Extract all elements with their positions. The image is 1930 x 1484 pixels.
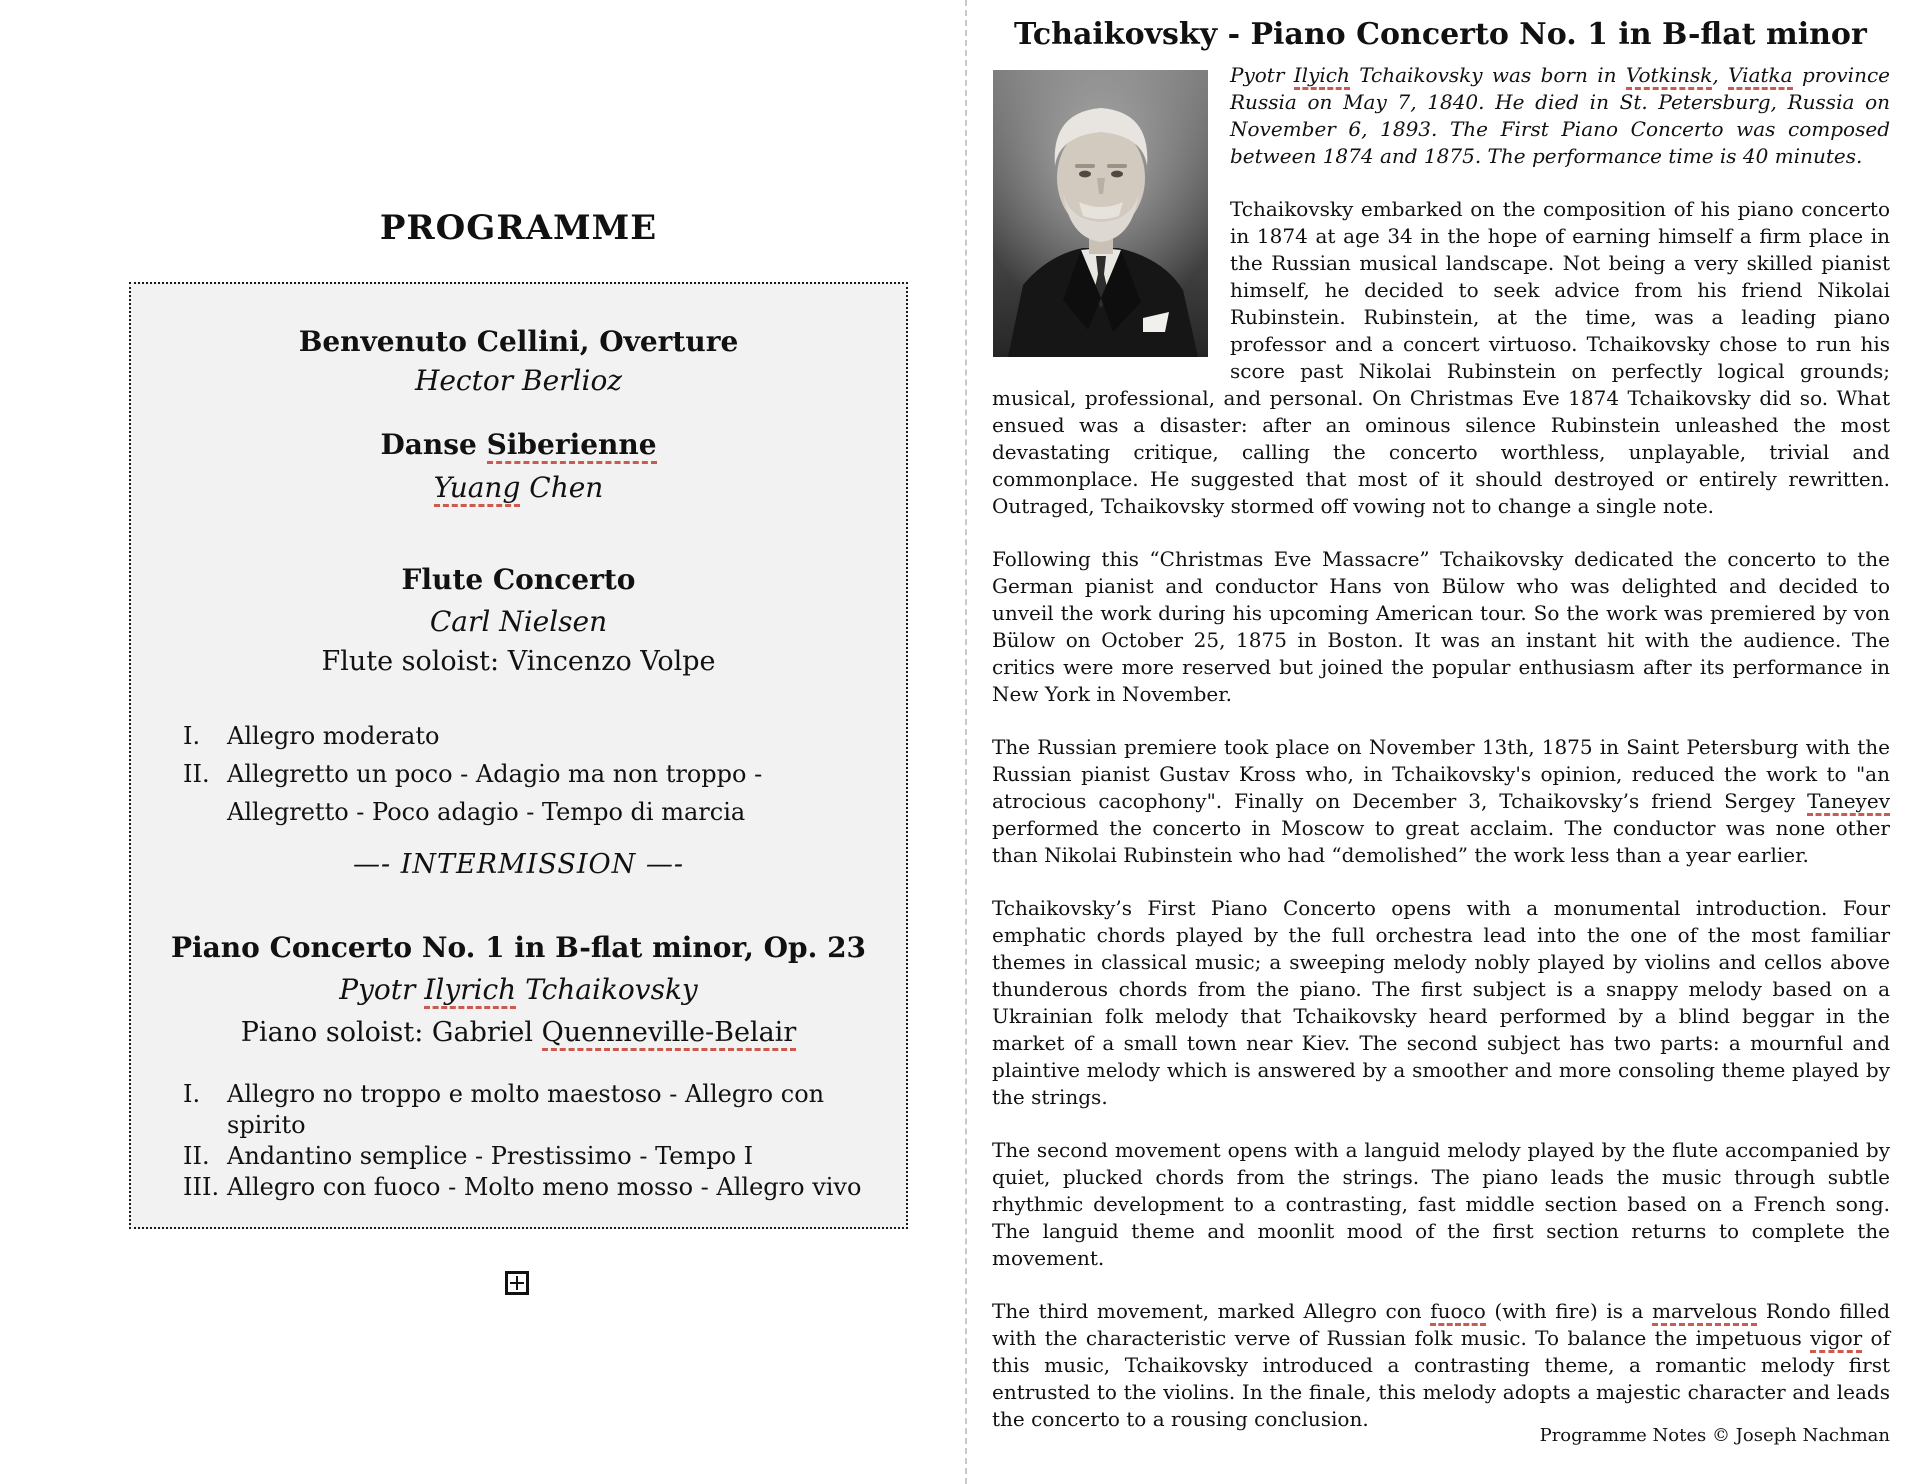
movement-list — [131, 1079, 906, 1203]
programme-heading: PROGRAMME — [379, 208, 658, 248]
movement-text: Allegretto un poco - Adagio ma non troppo - Allegretto - Poco adagio - Tempo di marcia — [227, 760, 763, 826]
work-composer: Hector Berlioz — [414, 364, 623, 397]
movement-item — [183, 1079, 872, 1141]
notes-paragraph: Pyotr Ilyich Tchaikovsky was born in Votkinsk, Viatka province Russia on May 7, 1840. He died in St. Petersburg, Russia on November 6, 1893. The First Piano Concerto was composed between 1874 and 1875. The performance time is 40 minutes. — [1230, 63, 1890, 168]
add-block-button[interactable] — [505, 1271, 529, 1295]
movement-text: Andantino semplice - Prestissimo - Tempo I — [227, 1142, 754, 1170]
notes-title: Tchaikovsky - Piano Concerto No. 1 in B-flat minor — [1014, 17, 1867, 52]
notes-paragraph: The third movement, marked Allegro con fuoco (with fire) is a marvelous Rondo filled with the characteristic verve of Russian folk music. To balance the impetuous vigor of this music, Tchaikovsky introduced a contrasting theme, a romantic melody first entrusted to the violins. In the finale, this melody adopts a majestic character and leads the concerto to a rousing conclusion. — [992, 1299, 1891, 1431]
movement-numeral: I. — [183, 722, 201, 750]
movement-numeral: III. — [183, 1173, 220, 1201]
work-title: Flute Concerto — [401, 563, 636, 596]
work-composer: Pyotr Ilyrich Tchaikovsky — [131, 974, 906, 1006]
notes-paragraph: Tchaikovsky embarked on the composition of his piano concerto in 1874 at age 34 in the hope of earning himself a firm place in the Russian musical landscape. Not being a very skilled pianist himself, he decided to seek advice from his friend Nikolai Rubinstein. Rubinstein, at the time, was a leading piano professor and a concert virtuoso. Tchaikovsky chose to run his score past Nikolai Rubinstein on perfectly logical grounds; musical, professional, and personal. On Christmas Eve 1874 Tchaikovsky did so. What ensued was a disaster: after an ominous silence Rubinstein unleashed the most devastating critique, calling the concerto worthless, unplayable, trivial and commonplace. He suggested that most of it should destroyed or entirely rewritten. Outraged, Tchaikovsky stormed off vowing not to change a single note. — [992, 197, 1890, 518]
movement-numeral: II. — [183, 760, 210, 788]
movement-item — [183, 1141, 872, 1172]
credit-line: Programme Notes © Joseph Nachman — [1539, 1425, 1890, 1446]
work-soloist: Piano soloist: Gabriel Quenneville-Belair — [131, 1017, 906, 1049]
movement-item — [183, 755, 872, 831]
work-composer: Yuang Chen — [131, 472, 906, 504]
notes-body — [992, 62, 1890, 1433]
notes-paragraph: The Russian premiere took place on November 13th, 1875 in Saint Petersburg with the Russian pianist Gustav Kross who, in Tchaikovsky's opinion, reduced the work to "an atrocious cacophony". Finally on December 3, Tchaikovsky’s friend Sergey Taneyev performed the concerto in Moscow to great acclaim. The conductor was none other than Nikolai Rubinstein who had “demolished” the work less than a year earlier. — [992, 735, 1890, 867]
work-title: Piano Concerto No. 1 in B-flat minor, Op. 23 — [170, 931, 867, 964]
movement-text: Allegro no troppo e molto maestoso - Allegro con spirito — [227, 1080, 825, 1139]
work-soloist: Flute soloist: Vincenzo Volpe — [321, 646, 716, 677]
movement-text: Allegro con fuoco - Molto meno mosso - Allegro vivo — [227, 1173, 862, 1201]
movement-numeral: II. — [183, 1142, 210, 1170]
movement-text: Allegro moderato — [227, 722, 440, 750]
work-composer: Carl Nielsen — [429, 605, 608, 638]
movement-item — [183, 1172, 872, 1203]
movement-item — [183, 717, 872, 755]
work-title: Danse Siberienne — [131, 429, 906, 461]
plus-icon — [516, 1276, 519, 1290]
notes-paragraph: The second movement opens with a languid melody played by the flute accompanied by quiet, plucked chords from the strings. The piano leads the music through subtle rhythmic development to a contrasting, fast middle section based on a French song. The languid theme and moonlit mood of the first section returns to complete the movement. — [992, 1138, 1890, 1270]
notes-paragraph: Following this “Christmas Eve Massacre” Tchaikovsky dedicated the concerto to the German pianist and conductor Hans von Bülow who was delighted and decided to unveil the work during his upcoming American tour. So the work was premiered by von Bülow on October 25, 1875 in Boston. It was an instant hit with the audience. The critics were more reserved but joined the popular enthusiasm after its performance in New York in November. — [992, 547, 1890, 706]
work-title: Benvenuto Cellini, Overture — [298, 325, 739, 358]
programme-box — [129, 282, 908, 1229]
tchaikovsky-portrait-photo — [993, 70, 1208, 357]
movement-numeral: I. — [183, 1080, 201, 1108]
notes-paragraph: Tchaikovsky’s First Piano Concerto opens with a monumental introduction. Four emphatic chords played by the full orchestra lead into the one of the most familiar themes in classical music; a sweeping melody nobly played by violins and cellos above thunderous chords from the piano. The first subject is a snappy melody based on a Ukrainian folk melody that Tchaikovsky heard performed by a blind beggar in the market of a small town near Kiev. The second subject has two parts: a mournful and plaintive melody which is answered by a smoother and more consoling theme played by the strings. — [992, 896, 1890, 1109]
notes-page — [992, 0, 1890, 1484]
movement-list — [131, 717, 906, 831]
intermission-label: —- INTERMISSION —- — [352, 849, 684, 880]
